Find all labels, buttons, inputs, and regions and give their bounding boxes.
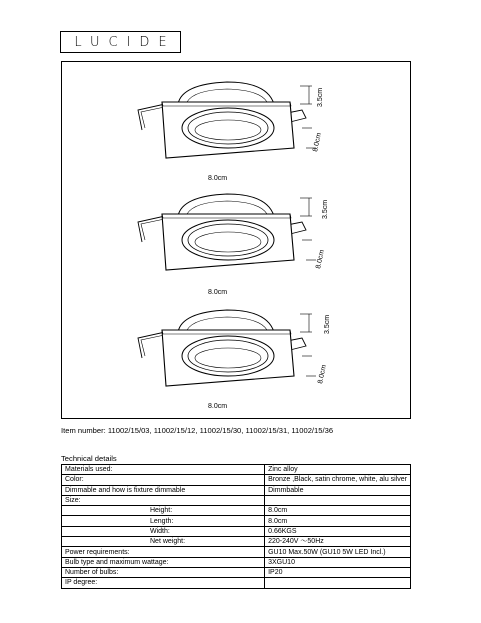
height-label-1: 3.5cm xyxy=(317,87,324,107)
technical-details-table xyxy=(61,464,411,589)
row-value: GU10 Max.50W (GU10 5W LED Incl.) xyxy=(265,547,411,557)
table-row xyxy=(62,485,411,495)
item-number: Item number: 11002/15/03, 11002/15/12, 11002/15/30, 11002/15/31, 11002/15/36 xyxy=(61,426,334,435)
technical-drawing-frame xyxy=(61,61,411,419)
width-label-1: 8.0cm xyxy=(208,175,228,182)
row-label: Materials used: xyxy=(62,465,265,475)
row-value xyxy=(265,495,411,505)
depth-label-1: 8.0cm xyxy=(312,132,323,153)
table-row xyxy=(62,506,411,516)
table-row xyxy=(62,557,411,567)
table-row xyxy=(62,537,411,547)
row-sublabel: Length: xyxy=(62,516,265,526)
depth-label-2: 8.0cm xyxy=(315,249,326,270)
row-value: 0.66KGS xyxy=(265,526,411,536)
row-value: Bronze ,Black, satin chrome, white, alu silver xyxy=(265,475,411,485)
technical-details-title: Technical details xyxy=(61,454,117,463)
fixture-view-2 xyxy=(138,194,316,270)
row-value: 220-240V ～50Hz xyxy=(265,537,411,547)
row-label: Color: xyxy=(62,475,265,485)
table-row xyxy=(62,526,411,536)
width-label-2: 8.0cm xyxy=(208,289,228,296)
table-row xyxy=(62,495,411,505)
row-label xyxy=(62,495,265,505)
brand-logo-text: LUCIDE xyxy=(74,34,176,50)
row-value: 8.0cm xyxy=(265,516,411,526)
row-sublabel: Net weight: xyxy=(62,537,265,547)
row-value: 3XGU10 xyxy=(265,557,411,567)
row-label: Dimmable and how is fixture dimmable xyxy=(62,485,265,495)
row-sublabel: Height: xyxy=(62,506,265,516)
table-row xyxy=(62,567,411,577)
row-value: Dimmbable xyxy=(265,485,411,495)
row-label: Bulb type and maximum wattage: xyxy=(62,557,265,567)
row-label: Power requirements: xyxy=(62,547,265,557)
height-label-2: 3.5cm xyxy=(322,199,329,219)
row-value xyxy=(265,578,411,588)
brand-logo xyxy=(60,31,181,53)
row-value: IP20 xyxy=(265,567,411,577)
width-label-3: 8.0cm xyxy=(208,403,228,410)
table-row xyxy=(62,516,411,526)
table-row xyxy=(62,547,411,557)
fixture-view-3 xyxy=(138,310,316,386)
technical-drawing xyxy=(62,62,412,420)
height-label-3: 3.5cm xyxy=(324,314,331,334)
table-row xyxy=(62,578,411,588)
row-label: IP degree: xyxy=(62,578,265,588)
size-label: Size: xyxy=(65,497,81,505)
row-value: Zinc alloy xyxy=(265,465,411,475)
table-row xyxy=(62,465,411,475)
table-row xyxy=(62,475,411,485)
row-sublabel: Width: xyxy=(62,526,265,536)
row-label: Number of bulbs: xyxy=(62,567,265,577)
depth-label-3: 8.0cm xyxy=(317,364,328,385)
fixture-view-1 xyxy=(138,82,316,158)
row-value: 8.0cm xyxy=(265,506,411,516)
